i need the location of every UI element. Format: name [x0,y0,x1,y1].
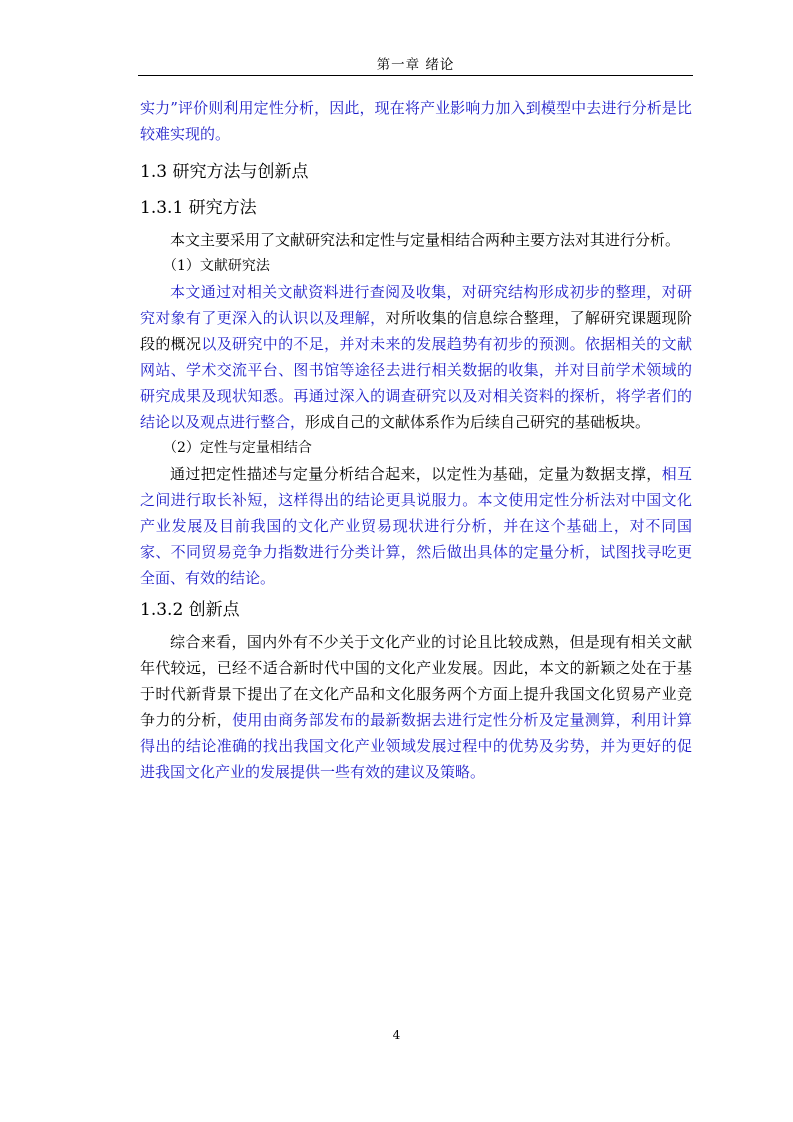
paragraph-methods-intro-text: 本文主要采用了文献研究法和定性与定量相结合两种主要方法对其进行分析。 [170,231,681,249]
paragraph-innovation-text-2: 使用由商务部发布的最新数据去进行定性分析及定量测算，利用计算得出的结论准确的找出我国文化产业领域发展过程中的优势及劣势，并为更好的促进我国文化产业的发展提供一些有效的建议及策略。 [140,711,692,781]
paragraph-literature-text-2: 对所收集的信息综合整理，了解研究课题现阶段的概况 [140,309,692,353]
paragraph-literature-method [140,279,692,435]
header-divider [138,75,693,76]
section-heading-1-3-1: 1.3.1 研究方法 [140,198,257,218]
paragraph-qualitative-text-2: 相互之间进行取长补短，这样得出的结论更具说服力。本文使用定性分析法对中国文化产业发展及目前我国的文化产业贸易现状进行分析，并在这个基础上，对不同国家、不同贸易竞争力指数进行分类计算，然后做出具体的定量分析，试图找寻吃更全面、有效的结论。 [140,465,692,587]
paragraph-literature-text-1: 本文通过对相关文献资料进行查阅及收集，对研究结构形成初步的整理，对研究对象有了更深入的认识以及理解， [140,283,692,327]
paragraph-methods-intro [140,227,692,253]
section-heading-1-3-2: 1.3.2 创新点 [140,600,240,620]
section-heading-1-3: 1.3 研究方法与创新点 [140,162,309,182]
paragraph-qualitative-text-1: 通过把定性描述与定量分析结合起来，以定性为基础，定量为数据支撑， [170,465,662,483]
method-item-qualitative-quantitative: （2）定性与定量相结合 [163,440,312,456]
paragraph-continuation [140,95,692,147]
paragraph-literature-text-3: 以及研究中的不足，并对未来的发展趋势有初步的预测。依据相关的文献网站、学术交流平台、图书馆等途径去进行相关数据的收集，并对目前学术领域的研究成果及现状知悉。再通过深入的调查研究以及对相关资料的探析，将学者们的结论以及观点进行整合， [140,335,692,431]
document-body [140,95,692,785]
page-number: 4 [392,1028,401,1042]
paragraph-qualitative-method [140,461,692,591]
paragraph-innovation [140,629,692,785]
page-header: 第一章 绪论 [376,57,455,73]
paragraph-innovation-text-1: 综合来看，国内外有不少关于文化产业的讨论且比较成熟，但是现有相关文献年代较远，已经不适合新时代中国的文化产业发展。因此，本文的新颖之处在于基于时代新背景下提出了在文化产品和文化服务两个方面上提升我国文化贸易产业竞争力的分析， [140,633,692,729]
paragraph-literature-text-4: 形成自己的文献体系作为后续自己研究的基础板块。 [305,413,651,431]
paragraph-continuation-text: 实力”评价则利用定性分析，因此，现在将产业影响力加入到模型中去进行分析是比较难实现的。 [140,99,692,143]
method-item-literature: （1）文献研究法 [163,258,270,274]
